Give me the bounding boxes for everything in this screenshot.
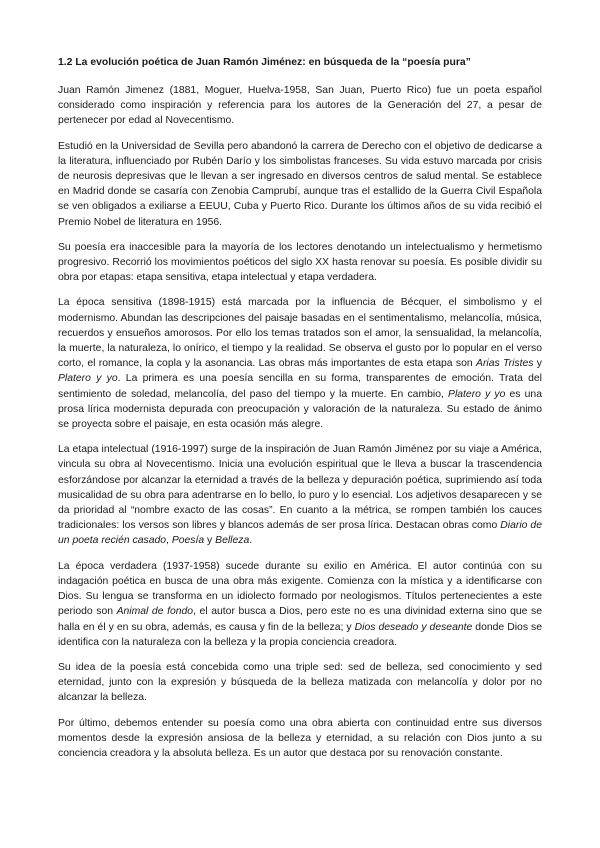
paragraph-biography-life: Estudió en la Universidad de Sevilla pero abandonó la carrera de Derecho con el objetivo de dedicarse a la literatura, influenciado por Rubén Darío y los simbolistas franceses. Su vida estuvo marcada por crisis de neurosis depresivas que le llevan a ser ingresado en diversos centros de salud mental. Se establece en Madrid donde se casaría con Zenobia Camprubí, aunque tras el estallido de la Guerra Civil Española se ven obligados a exiliarse a EEUU, Cuba y Puerto Rico. Durante los últimos años de su vida recibió el Premio Nobel de literatura en 1956. <box>58 140 542 228</box>
paragraph-sensitive-stage <box>58 295 542 432</box>
section-title: 1.2 La evolución poética de Juan Ramón Jiménez: en búsqueda de la “poesía pura” <box>58 57 471 68</box>
paragraph-intellectual-stage <box>58 442 542 548</box>
work-title: Belleza <box>215 535 250 547</box>
text-span: . La primera es una poesía sencilla en su forma, transparentes de emoción. Trata del sentimiento de soledad, melancolía, del paso del tiempo y la muerte. En cambio, <box>58 373 542 400</box>
text-span: , <box>166 535 172 547</box>
work-title: Arias Tristes <box>476 358 534 370</box>
work-title: Poesía <box>171 535 205 547</box>
paragraph-true-stage <box>58 559 542 650</box>
work-title: Platero y yo <box>58 373 118 385</box>
paragraph-poetry-overview: Su poesía era inaccesible para la mayoría de los lectores denotando un intelectualismo y hermetismo progresivo. Recorrió los movimientos poéticos del siglo XX hasta renovar su poesía. Es posible dividir su obra por etapas: etapa sensitiva, etapa intelectual y etapa verdadera. <box>58 241 542 284</box>
work-title: Dios deseado y deseante <box>354 621 473 633</box>
text-span: y <box>204 535 216 547</box>
text-span: , el autor busca a Dios, pero este no es una divinidad externa sino que se halla en él y en su obra, además, es causa y fin de la belleza; y <box>58 606 542 633</box>
paragraph-conclusion: Por último, debemos entender su poesía como una obra abierta con continuidad entre sus diversos momentos desde la expresión ansiosa de la belleza y eternidad, a su relación con Dios junto a su conciencia creadora y la absoluta belleza. Es un autor que destaca por su renovación constante. <box>58 717 542 759</box>
text-span: La etapa intelectual (1916-1997) surge de la inspiración de Juan Ramón Jiménez por su viaje a América, vincula su obra al Novecentismo. Inicia una evolución espiritual que le lleva a buscar la trascendencia esforzándose por alcanzar la eternidad a través de la belleza y depuración poética, suprimiendo así toda musicalidad de su obra para adentrarse en lo bello, lo puro y lo esencial. Los adjetivos desaparecen y se da prioridad al “nombre exacto de las cosas”. En cuanto a la métrica, se rompen también los cauces tradicionales: los versos son libres y blancos además de ser prosa lírica. Destacan obras como <box>58 444 542 532</box>
work-title: Animal de fondo <box>116 606 194 618</box>
text-span: La época verdadera (1937-1958) sucede durante su exilio en América. El autor continúa con su indagación poética en busca de una obra más exigente. Comienza con la mística y a identificarse con Dios. Su lengua se transforma en un idiolecto formado por neologismos. Títulos pertenecientes a este periodo son <box>58 560 542 618</box>
text-span: y <box>533 358 542 370</box>
text-span: es una prosa lírica modernista depurada con preocupación y valoración de la naturaleza. Su estado de ánimo se proyecta sobre el paisaje, en esta ocasión más alegre. <box>58 388 542 431</box>
paragraph-poetry-idea: Su idea de la poesía está concebida como una triple sed: sed de belleza, sed conocimiento y sed eternidad, junto con la expresión y búsqueda de la belleza matizada con melancolía y dolor por no alcanzar la belleza. <box>58 661 542 704</box>
work-title: Platero y yo <box>448 388 506 400</box>
text-span: La época sensitiva (1898-1915) está marcada por la influencia de Bécquer, el simbolismo y el modernismo. Abundan las descripciones del paisaje basadas en el sentimentalismo, melancolía, música, recuerdos y ensueños amorosos. Por ello los temas tratados son el amor, la sensualidad, la melancolía, la muerte, la naturaleza, lo onírico, el tiempo y la realidad. Se observa el gusto por lo popular en el verso corto, el romance, la copla y la asonancia. Las obras más importantes de esta etapa son <box>58 297 542 370</box>
paragraph-biography-intro: Juan Ramón Jimenez (1881, Moguer, Huelva-1958, San Juan, Puerto Rico) fue un poeta español considerado como inspiración y referencia para los autores de la Generación del 27, a pesar de pertenecer por edad al Novecentismo. <box>58 85 542 127</box>
work-title: Diario de un poeta recién casado <box>58 520 542 547</box>
text-span: donde Dios se identifica con la naturaleza con la belleza y la propia conciencia creadora. <box>58 621 542 648</box>
text-span: . <box>249 535 253 547</box>
